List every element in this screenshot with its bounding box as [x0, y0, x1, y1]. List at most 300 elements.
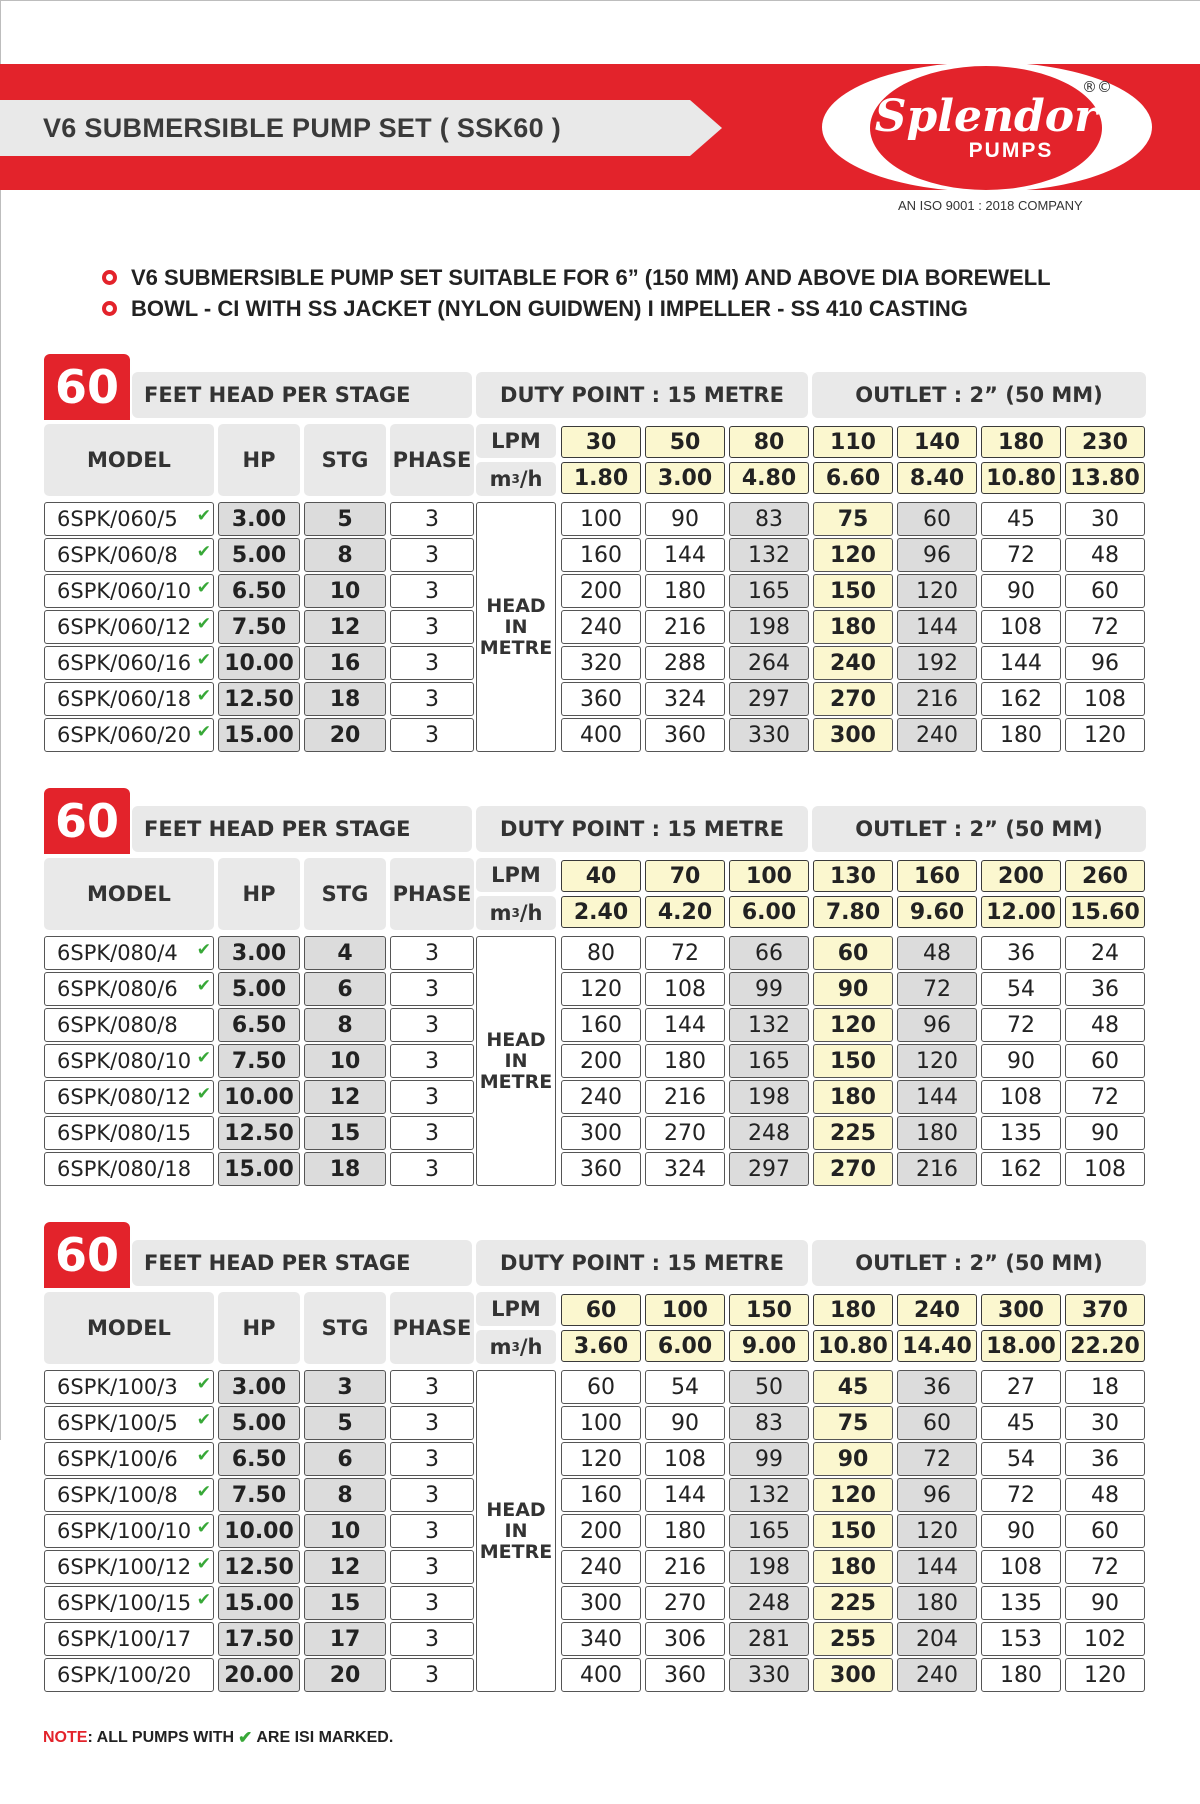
- hp-cell: 7.50: [218, 1044, 300, 1078]
- head-value-cell: 180: [813, 1080, 893, 1114]
- m3h-exponent: 3: [511, 472, 520, 486]
- lpm-value: 100: [729, 860, 809, 892]
- hp-cell: 3.00: [218, 1370, 300, 1404]
- isi-check-icon: ✔: [196, 1554, 211, 1574]
- lpm-value: 80: [729, 426, 809, 458]
- head-value-cell: 108: [645, 972, 725, 1006]
- lpm-value: 160: [897, 860, 977, 892]
- head-value-cell: 240: [813, 646, 893, 680]
- head-value-cell: 216: [897, 682, 977, 716]
- head-value-cell: 72: [645, 936, 725, 970]
- head-value-cell: 120: [561, 972, 641, 1006]
- phase-cell: 3: [390, 1080, 474, 1114]
- model-name: 6SPK/100/5: [57, 1411, 178, 1435]
- phase-cell: 3: [390, 610, 474, 644]
- column-header-hp: HP: [218, 858, 300, 930]
- stg-cell: 18: [304, 682, 386, 716]
- registered-mark: ®©: [1082, 78, 1112, 96]
- head-value-cell: 96: [897, 538, 977, 572]
- m3h-exponent: 3: [511, 906, 520, 920]
- phase-cell: 3: [390, 1442, 474, 1476]
- phase-cell: 3: [390, 718, 474, 752]
- m3h-suffix: /h: [519, 1335, 543, 1359]
- model-cell: [44, 1044, 214, 1078]
- phase-cell: 3: [390, 1116, 474, 1150]
- head-value-cell: 102: [1065, 1622, 1145, 1656]
- m3h-unit: m: [489, 467, 512, 491]
- head-value-cell: 180: [897, 1116, 977, 1150]
- head-value-cell: 297: [729, 1152, 809, 1186]
- model-cell: [44, 1152, 214, 1186]
- head-value-cell: 72: [1065, 1080, 1145, 1114]
- head-value-cell: 48: [1065, 538, 1145, 572]
- head-value-cell: 120: [897, 1514, 977, 1548]
- brand-logo: [870, 66, 1102, 190]
- head-value-cell: 144: [645, 1478, 725, 1512]
- m3h-value: 3.60: [561, 1330, 641, 1362]
- head-value-cell: 264: [729, 646, 809, 680]
- head-value-cell: 150: [813, 1514, 893, 1548]
- model-cell: [44, 1406, 214, 1440]
- head-value-cell: 165: [729, 1514, 809, 1548]
- model-cell: [44, 718, 214, 752]
- m3h-value: 15.60: [1065, 896, 1145, 928]
- head-value-cell: 120: [813, 1008, 893, 1042]
- head-value-cell: 165: [729, 574, 809, 608]
- head-value-cell: 60: [897, 1406, 977, 1440]
- head-value-cell: 270: [813, 1152, 893, 1186]
- column-header-m3h: [476, 896, 556, 930]
- head-label-line: IN: [504, 1519, 528, 1542]
- head-value-cell: 72: [1065, 610, 1145, 644]
- head-value-cell: 96: [1065, 646, 1145, 680]
- lpm-value: 30: [561, 426, 641, 458]
- head-value-cell: 108: [981, 610, 1061, 644]
- model-name: 6SPK/100/10: [57, 1519, 192, 1543]
- lpm-value: 300: [981, 1294, 1061, 1326]
- lpm-value: 100: [645, 1294, 725, 1326]
- head-value-cell: 60: [1065, 1044, 1145, 1078]
- head-value-cell: 72: [897, 972, 977, 1006]
- model-cell: [44, 1008, 214, 1042]
- stg-cell: 20: [304, 1658, 386, 1692]
- column-header-model: MODEL: [44, 1292, 214, 1364]
- isi-check-icon: ✔: [196, 614, 211, 634]
- head-label-line: HEAD: [486, 1028, 546, 1051]
- head-value-cell: 132: [729, 1008, 809, 1042]
- isi-check-icon: ✔: [196, 506, 211, 526]
- head-value-cell: 270: [645, 1116, 725, 1150]
- head-value-cell: 120: [1065, 718, 1145, 752]
- m3h-value: 2.40: [561, 896, 641, 928]
- lpm-value: 180: [813, 1294, 893, 1326]
- lpm-value: 70: [645, 860, 725, 892]
- model-name: 6SPK/060/12: [57, 615, 192, 639]
- head-value-cell: 324: [645, 682, 725, 716]
- head-value-cell: 108: [1065, 682, 1145, 716]
- m3h-value: 10.80: [813, 1330, 893, 1362]
- isi-check-icon: ✔: [196, 578, 211, 598]
- phase-cell: 3: [390, 972, 474, 1006]
- head-value-cell: 18: [1065, 1370, 1145, 1404]
- hp-cell: 15.00: [218, 1152, 300, 1186]
- isi-check-icon: ✔: [196, 1590, 211, 1610]
- column-header-model: MODEL: [44, 858, 214, 930]
- stg-cell: 8: [304, 538, 386, 572]
- head-value-cell: 300: [561, 1586, 641, 1620]
- hp-cell: 5.00: [218, 972, 300, 1006]
- phase-cell: 3: [390, 502, 474, 536]
- head-value-cell: 48: [1065, 1478, 1145, 1512]
- head-value-cell: 99: [729, 1442, 809, 1476]
- note-text-after: ARE ISI MARKED.: [256, 1729, 394, 1746]
- head-value-cell: 330: [729, 718, 809, 752]
- head-value-cell: 216: [645, 610, 725, 644]
- hp-cell: 12.50: [218, 682, 300, 716]
- head-value-cell: 340: [561, 1622, 641, 1656]
- top-border: [0, 0, 1200, 1]
- model-name: 6SPK/100/8: [57, 1483, 178, 1507]
- column-header-m3h: [476, 1330, 556, 1364]
- head-value-cell: 240: [561, 610, 641, 644]
- head-value-cell: 120: [813, 538, 893, 572]
- model-name: 6SPK/080/12: [57, 1085, 192, 1109]
- feet-head-label: FEET HEAD PER STAGE: [132, 806, 472, 852]
- head-value-cell: 90: [645, 1406, 725, 1440]
- stg-cell: 5: [304, 502, 386, 536]
- head-value-cell: 45: [981, 502, 1061, 536]
- head-value-cell: 216: [645, 1550, 725, 1584]
- m3h-suffix: /h: [519, 901, 543, 925]
- model-cell: [44, 610, 214, 644]
- isi-check-icon: ✔: [196, 1374, 211, 1394]
- lpm-value: 180: [981, 426, 1061, 458]
- head-value-cell: 132: [729, 538, 809, 572]
- model-name: 6SPK/100/6: [57, 1447, 178, 1471]
- column-header-lpm: LPM: [476, 424, 556, 458]
- hp-cell: 5.00: [218, 1406, 300, 1440]
- head-value-cell: 180: [645, 1044, 725, 1078]
- head-value-cell: 160: [561, 538, 641, 572]
- model-name: 6SPK/060/20: [57, 723, 192, 747]
- head-value-cell: 180: [813, 610, 893, 644]
- head-value-cell: 160: [561, 1008, 641, 1042]
- head-value-cell: 144: [645, 538, 725, 572]
- head-value-cell: 108: [981, 1080, 1061, 1114]
- feature-list: [102, 262, 1051, 324]
- head-label-line: IN: [504, 1049, 528, 1072]
- head-value-cell: 330: [729, 1658, 809, 1692]
- head-value-cell: 90: [1065, 1586, 1145, 1620]
- footnote: [43, 1728, 393, 1748]
- stg-cell: 8: [304, 1478, 386, 1512]
- head-value-cell: 300: [813, 718, 893, 752]
- model-cell: [44, 1514, 214, 1548]
- model-cell: [44, 1622, 214, 1656]
- head-value-cell: 180: [813, 1550, 893, 1584]
- head-label-line: HEAD: [486, 594, 546, 617]
- m3h-value: 9.00: [729, 1330, 809, 1362]
- head-value-cell: 281: [729, 1622, 809, 1656]
- column-header-stg: STG: [304, 424, 386, 496]
- phase-cell: 3: [390, 1550, 474, 1584]
- phase-cell: 3: [390, 1152, 474, 1186]
- head-value-cell: 36: [1065, 1442, 1145, 1476]
- head-value-cell: 108: [645, 1442, 725, 1476]
- head-value-cell: 120: [897, 574, 977, 608]
- model-cell: [44, 502, 214, 536]
- head-value-cell: 150: [813, 574, 893, 608]
- head-value-cell: 270: [813, 682, 893, 716]
- m3h-unit: m: [489, 1335, 512, 1359]
- phase-cell: 3: [390, 1622, 474, 1656]
- head-value-cell: 36: [981, 936, 1061, 970]
- stg-cell: 4: [304, 936, 386, 970]
- head-in-metre-label: [476, 936, 556, 1186]
- head-value-cell: 270: [645, 1586, 725, 1620]
- model-cell: [44, 682, 214, 716]
- stg-cell: 6: [304, 1442, 386, 1476]
- model-cell: [44, 1442, 214, 1476]
- stg-cell: 16: [304, 646, 386, 680]
- head-value-cell: 255: [813, 1622, 893, 1656]
- column-header-m3h: [476, 462, 556, 496]
- isi-check-icon: ✔: [196, 542, 211, 562]
- model-name: 6SPK/100/12: [57, 1555, 192, 1579]
- head-value-cell: 240: [561, 1080, 641, 1114]
- head-value-cell: 96: [897, 1008, 977, 1042]
- m3h-value: 13.80: [1065, 462, 1145, 494]
- hp-cell: 7.50: [218, 1478, 300, 1512]
- head-value-cell: 180: [981, 718, 1061, 752]
- lpm-value: 230: [1065, 426, 1145, 458]
- m3h-exponent: 3: [511, 1340, 520, 1354]
- head-value-cell: 60: [561, 1370, 641, 1404]
- head-value-cell: 120: [1065, 1658, 1145, 1692]
- model-name: 6SPK/100/17: [57, 1627, 192, 1651]
- head-label-line: METRE: [479, 1540, 553, 1563]
- head-in-metre-label: [476, 1370, 556, 1692]
- head-value-cell: 60: [1065, 574, 1145, 608]
- head-value-cell: 135: [981, 1116, 1061, 1150]
- stage-head-badge: 60: [44, 354, 130, 420]
- hp-cell: 17.50: [218, 1622, 300, 1656]
- column-header-stg: STG: [304, 1292, 386, 1364]
- outlet-label: OUTLET : 2” (50 MM): [812, 372, 1146, 418]
- hp-cell: 6.50: [218, 1442, 300, 1476]
- head-value-cell: 153: [981, 1622, 1061, 1656]
- feature-text: BOWL - CI WITH SS JACKET (NYLON GUIDWEN) I IMPELLER - SS 410 CASTING: [131, 295, 968, 321]
- stg-cell: 10: [304, 1514, 386, 1548]
- phase-cell: 3: [390, 682, 474, 716]
- hp-cell: 10.00: [218, 1080, 300, 1114]
- head-value-cell: 72: [981, 1008, 1061, 1042]
- stg-cell: 5: [304, 1406, 386, 1440]
- hp-cell: 15.00: [218, 718, 300, 752]
- model-cell: [44, 1658, 214, 1692]
- stage-head-badge: 60: [44, 788, 130, 854]
- head-label-line: METRE: [479, 636, 553, 659]
- head-value-cell: 72: [1065, 1550, 1145, 1584]
- head-value-cell: 192: [897, 646, 977, 680]
- note-label: NOTE: [43, 1729, 88, 1746]
- model-name: 6SPK/080/6: [57, 977, 178, 1001]
- model-name: 6SPK/080/4: [57, 941, 178, 965]
- m3h-value: 12.00: [981, 896, 1061, 928]
- model-cell: [44, 1116, 214, 1150]
- head-value-cell: 400: [561, 1658, 641, 1692]
- model-cell: [44, 936, 214, 970]
- head-value-cell: 240: [561, 1550, 641, 1584]
- m3h-value: 6.60: [813, 462, 893, 494]
- head-value-cell: 200: [561, 1514, 641, 1548]
- head-value-cell: 144: [897, 1080, 977, 1114]
- head-value-cell: 60: [813, 936, 893, 970]
- stg-cell: 12: [304, 1550, 386, 1584]
- outlet-label: OUTLET : 2” (50 MM): [812, 806, 1146, 852]
- head-value-cell: 288: [645, 646, 725, 680]
- head-value-cell: 180: [981, 1658, 1061, 1692]
- m3h-unit: m: [489, 901, 512, 925]
- head-value-cell: 83: [729, 502, 809, 536]
- phase-cell: 3: [390, 1008, 474, 1042]
- lpm-value: 370: [1065, 1294, 1145, 1326]
- head-value-cell: 162: [981, 682, 1061, 716]
- head-value-cell: 324: [645, 1152, 725, 1186]
- head-value-cell: 30: [1065, 502, 1145, 536]
- head-value-cell: 90: [645, 502, 725, 536]
- hp-cell: 5.00: [218, 538, 300, 572]
- hp-cell: 3.00: [218, 936, 300, 970]
- head-value-cell: 300: [813, 1658, 893, 1692]
- model-name: 6SPK/060/8: [57, 543, 178, 567]
- head-value-cell: 45: [981, 1406, 1061, 1440]
- head-value-cell: 132: [729, 1478, 809, 1512]
- head-value-cell: 100: [561, 502, 641, 536]
- isi-check-icon: ✔: [196, 1084, 211, 1104]
- head-value-cell: 72: [981, 1478, 1061, 1512]
- head-value-cell: 198: [729, 1550, 809, 1584]
- model-name: 6SPK/100/3: [57, 1375, 178, 1399]
- column-header-lpm: LPM: [476, 858, 556, 892]
- m3h-value: 14.40: [897, 1330, 977, 1362]
- head-value-cell: 248: [729, 1116, 809, 1150]
- head-value-cell: 360: [645, 718, 725, 752]
- feet-head-label: FEET HEAD PER STAGE: [132, 1240, 472, 1286]
- head-value-cell: 99: [729, 972, 809, 1006]
- lpm-value: 60: [561, 1294, 641, 1326]
- logo-sub-text: PUMPS: [968, 139, 1054, 162]
- hp-cell: 3.00: [218, 502, 300, 536]
- model-name: 6SPK/080/10: [57, 1049, 192, 1073]
- m3h-value: 8.40: [897, 462, 977, 494]
- phase-cell: 3: [390, 1370, 474, 1404]
- head-value-cell: 83: [729, 1406, 809, 1440]
- model-name: 6SPK/080/18: [57, 1157, 192, 1181]
- head-value-cell: 108: [1065, 1152, 1145, 1186]
- isi-check-icon: ✔: [196, 722, 211, 742]
- head-value-cell: 80: [561, 936, 641, 970]
- head-value-cell: 198: [729, 1080, 809, 1114]
- m3h-value: 3.00: [645, 462, 725, 494]
- head-value-cell: 30: [1065, 1406, 1145, 1440]
- model-name: 6SPK/060/18: [57, 687, 192, 711]
- head-value-cell: 48: [897, 936, 977, 970]
- stg-cell: 15: [304, 1586, 386, 1620]
- logo-brand-text: Splendor: [874, 91, 1098, 142]
- head-value-cell: 45: [813, 1370, 893, 1404]
- model-name: 6SPK/100/20: [57, 1663, 192, 1687]
- head-value-cell: 120: [561, 1442, 641, 1476]
- m3h-value: 22.20: [1065, 1330, 1145, 1362]
- head-value-cell: 90: [981, 1044, 1061, 1078]
- column-header-phase: PHASE: [390, 424, 474, 496]
- head-value-cell: 320: [561, 646, 641, 680]
- head-value-cell: 198: [729, 610, 809, 644]
- head-value-cell: 240: [897, 1658, 977, 1692]
- head-value-cell: 248: [729, 1586, 809, 1620]
- feature-text: V6 SUBMERSIBLE PUMP SET SUITABLE FOR 6” (150 MM) AND ABOVE DIA BOREWELL: [131, 264, 1051, 290]
- model-cell: [44, 1478, 214, 1512]
- head-value-cell: 306: [645, 1622, 725, 1656]
- m3h-value: 4.80: [729, 462, 809, 494]
- head-value-cell: 225: [813, 1116, 893, 1150]
- head-value-cell: 75: [813, 1406, 893, 1440]
- stg-cell: 12: [304, 610, 386, 644]
- head-value-cell: 200: [561, 574, 641, 608]
- head-value-cell: 204: [897, 1622, 977, 1656]
- isi-check-icon: ✔: [196, 686, 211, 706]
- lpm-value: 140: [897, 426, 977, 458]
- m3h-value: 6.00: [729, 896, 809, 928]
- model-name: 6SPK/100/15: [57, 1591, 192, 1615]
- phase-cell: 3: [390, 1044, 474, 1078]
- hp-cell: 10.00: [218, 646, 300, 680]
- phase-cell: 3: [390, 1514, 474, 1548]
- lpm-value: 260: [1065, 860, 1145, 892]
- iso-certification: AN ISO 9001 : 2018 COMPANY: [898, 198, 1083, 213]
- stage-head-badge: 60: [44, 1222, 130, 1288]
- isi-check-icon: ✔: [196, 1482, 211, 1502]
- head-value-cell: 162: [981, 1152, 1061, 1186]
- hp-cell: 6.50: [218, 574, 300, 608]
- head-value-cell: 360: [645, 1658, 725, 1692]
- head-value-cell: 27: [981, 1370, 1061, 1404]
- isi-check-icon: ✔: [196, 650, 211, 670]
- head-value-cell: 50: [729, 1370, 809, 1404]
- head-value-cell: 150: [813, 1044, 893, 1078]
- head-value-cell: 144: [981, 646, 1061, 680]
- note-text-before: : ALL PUMPS WITH: [87, 1729, 235, 1746]
- head-value-cell: 36: [1065, 972, 1145, 1006]
- column-header-hp: HP: [218, 1292, 300, 1364]
- phase-cell: 3: [390, 1586, 474, 1620]
- head-value-cell: 297: [729, 682, 809, 716]
- head-value-cell: 180: [645, 574, 725, 608]
- phase-cell: 3: [390, 936, 474, 970]
- head-value-cell: 90: [1065, 1116, 1145, 1150]
- hp-cell: 6.50: [218, 1008, 300, 1042]
- head-value-cell: 144: [645, 1008, 725, 1042]
- outlet-label: OUTLET : 2” (50 MM): [812, 1240, 1146, 1286]
- head-value-cell: 240: [897, 718, 977, 752]
- m3h-value: 6.00: [645, 1330, 725, 1362]
- head-value-cell: 90: [981, 574, 1061, 608]
- head-value-cell: 135: [981, 1586, 1061, 1620]
- isi-check-icon: ✔: [196, 1518, 211, 1538]
- head-in-metre-label: [476, 502, 556, 752]
- m3h-value: 18.00: [981, 1330, 1061, 1362]
